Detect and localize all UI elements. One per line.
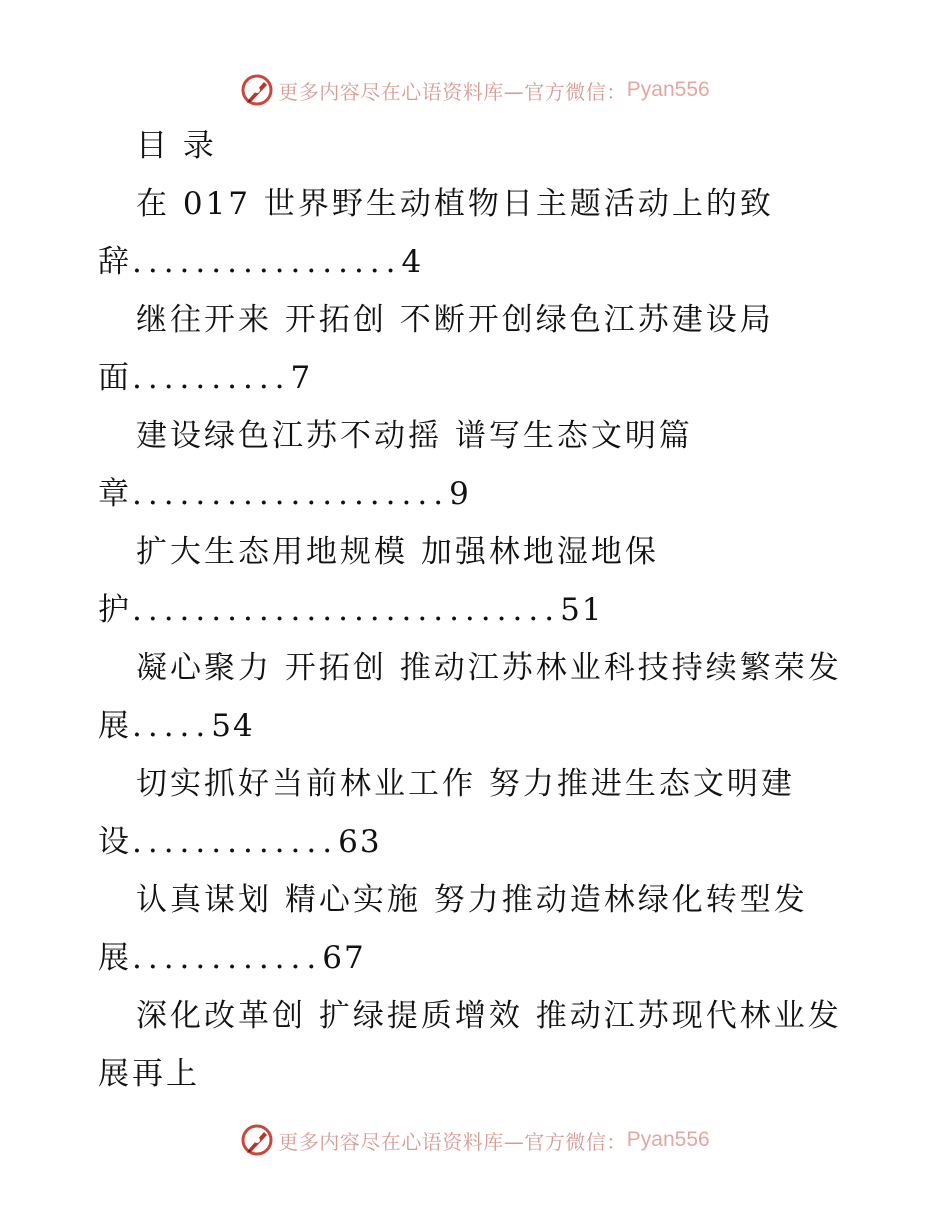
toc-entry-title: 建设绿色江苏不动摇 谱写生态文明篇 — [136, 418, 693, 454]
pen-logo-icon — [240, 1123, 274, 1157]
toc-entry-page: 7 — [290, 360, 313, 396]
toc-entry-page: 63 — [338, 824, 382, 860]
toc-entry-tail: 设 — [98, 824, 132, 860]
watermark-text: 更多内容尽在心语资料库—官方微信： — [278, 79, 627, 104]
toc-heading: 目 录 — [136, 128, 217, 164]
toc-entry-tail: 展再上 — [98, 1056, 200, 1092]
toc-entry-tail: 护 — [98, 592, 132, 628]
toc-entry-tail-line — [98, 938, 366, 978]
toc-entry-tail-line — [98, 590, 604, 630]
pen-logo-icon — [240, 73, 274, 107]
watermark-banner-top — [0, 70, 950, 110]
toc-entry-tail: 展 — [98, 940, 132, 976]
toc-entry-tail-line — [98, 822, 382, 862]
toc-entry-title: 在 017 世界野生动植物日主题活动上的致 — [136, 186, 774, 222]
toc-entry-leader: .......... — [132, 360, 291, 396]
watermark-handle: Pyan556 — [626, 78, 710, 101]
toc-entry-tail-line — [98, 706, 255, 746]
toc-entry-leader: ........................... — [132, 592, 561, 628]
toc-entry-tail: 章 — [98, 476, 132, 512]
toc-entry-leader: ..... — [132, 708, 212, 744]
toc-entry-tail: 展 — [98, 708, 132, 744]
toc-entry-title: 继往开来 开拓创 不断开创绿色江苏建设局 — [136, 302, 774, 338]
toc-entry-tail-line — [98, 474, 471, 514]
toc-entry-title: 认真谋划 精心实施 努力推动造林绿化转型发 — [136, 882, 808, 918]
toc-entry-leader: ............ — [132, 940, 323, 976]
toc-entry-tail: 面 — [98, 360, 132, 396]
toc-entry-leader: ............. — [132, 824, 339, 860]
toc-entry-page: 54 — [211, 708, 255, 744]
toc-entry-tail: 辞 — [98, 244, 132, 280]
toc-entry-leader: .................... — [132, 476, 450, 512]
toc-entry-tail-line — [98, 358, 312, 398]
toc-entry-page: 9 — [449, 476, 471, 512]
toc-entry-leader: ................. — [132, 244, 402, 280]
toc-entry-page: 51 — [560, 592, 604, 628]
toc-entry-tail-line — [98, 242, 423, 282]
toc-entry-title: 深化改革创 扩绿提质增效 推动江苏现代林业发 — [136, 998, 842, 1034]
toc-entry-page: 67 — [322, 940, 366, 976]
toc-entry-page: 4 — [401, 244, 424, 280]
toc-entry-title: 扩大生态用地规模 加强林地湿地保 — [136, 534, 659, 570]
watermark-text: 更多内容尽在心语资料库—官方微信： — [278, 1129, 627, 1154]
watermark-handle: Pyan556 — [626, 1128, 710, 1151]
watermark-banner-bottom — [0, 1120, 950, 1160]
toc-entry-title: 凝心聚力 开拓创 推动江苏林业科技持续繁荣发 — [136, 650, 842, 686]
toc-entry-tail-line — [98, 1054, 200, 1094]
toc-entry-title: 切实抓好当前林业工作 努力推进生态文明建 — [136, 766, 795, 802]
